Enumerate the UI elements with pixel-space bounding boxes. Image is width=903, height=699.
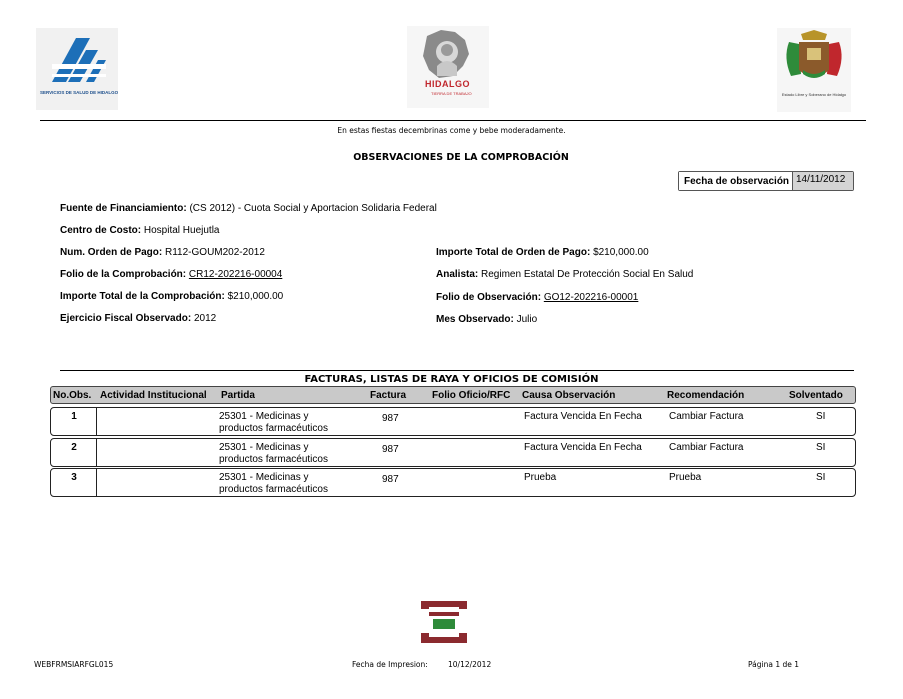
hidalgo-tierra-de-trabajo-logo	[407, 26, 489, 108]
mid-logo-caption: HIDALGO	[425, 79, 470, 89]
mes-value: Julio	[516, 314, 538, 325]
centro-value: Hospital Huejutla	[143, 225, 220, 236]
importe-orden-value: $210,000.00	[593, 247, 649, 258]
fuente-value: (CS 2012) - Cuota Social y Aportacion Solidaria Federal	[189, 203, 437, 214]
importe-orden-pago	[436, 247, 649, 258]
row-recomendacion: Cambiar Factura	[669, 442, 744, 453]
col-causa: Causa Observación	[522, 390, 616, 401]
folio-comp-link[interactable]: CR12-202216-00004	[188, 269, 283, 280]
fuente-financiamiento	[60, 203, 437, 214]
importe-orden-label: Importe Total de Orden de Pago:	[436, 247, 591, 258]
col-actividad: Actividad Institucional	[100, 390, 207, 401]
coat-of-arms-icon	[777, 28, 851, 90]
estado-hidalgo-coat-of-arms	[777, 28, 851, 112]
row-solventado: SI	[816, 411, 826, 422]
right-logo-caption: Estado Libre y Soberano de Hidalgo	[781, 92, 847, 97]
orden-label: Num. Orden de Pago:	[60, 247, 163, 258]
analista-label: Analista:	[436, 269, 479, 280]
row-partida: 25301 - Medicinas y productos farmacéuticos	[219, 472, 328, 495]
fecha-observacion-value: 14/11/2012	[792, 172, 853, 190]
footer-emblem-icon	[419, 599, 469, 645]
footer-logo	[419, 599, 469, 645]
row-solventado: SI	[816, 442, 826, 453]
centro-label: Centro de Costo:	[60, 225, 142, 236]
row-factura: 987	[382, 474, 399, 485]
table-header	[50, 386, 856, 404]
fecha-observacion-box	[678, 171, 854, 191]
fuente-label: Fuente de Financiamiento:	[60, 203, 187, 214]
row-no: 3	[71, 472, 77, 483]
row-no: 1	[71, 411, 77, 422]
page-title: OBSERVACIONES DE LA COMPROBACIÓN	[353, 152, 569, 163]
col-no-obs: No.Obs.	[53, 390, 92, 401]
hidalgo-map-portrait-icon	[407, 26, 489, 84]
row-factura: 987	[382, 413, 399, 424]
row-factura: 987	[382, 444, 399, 455]
centro-costo	[60, 225, 220, 236]
importe-comp-label: Importe Total de la Comprobación:	[60, 291, 225, 302]
row-causa: Factura Vencida En Fecha	[524, 442, 642, 453]
row-recomendacion: Prueba	[669, 472, 702, 483]
row-causa: Prueba	[524, 472, 557, 483]
motto-text: En estas fiestas decembrinas come y bebe moderadamente.	[337, 126, 566, 135]
table-row	[50, 407, 856, 436]
row-partida: 25301 - Medicinas y productos farmacéuticos	[219, 411, 328, 434]
analista	[436, 269, 693, 280]
col-partida: Partida	[221, 390, 255, 401]
ssh-logo-icon	[46, 34, 108, 90]
fecha-impresion-value: 10/12/2012	[448, 660, 492, 669]
mes-label: Mes Observado:	[436, 314, 514, 325]
folio-comp-label: Folio de la Comprobación:	[60, 269, 187, 280]
row-causa: Factura Vencida En Fecha	[524, 411, 642, 422]
orden-value: R112-GOUM202-2012	[165, 247, 265, 258]
analista-value: Regimen Estatal De Protección Social En Salud	[481, 269, 694, 280]
folio-comprobacion	[60, 269, 282, 280]
servicios-salud-hidalgo-logo	[36, 28, 118, 110]
ejercicio-fiscal	[60, 313, 216, 324]
table-divider	[60, 370, 854, 371]
report-id: WEBFRMSIARFGL015	[34, 660, 114, 669]
row-no: 2	[71, 442, 77, 453]
col-factura: Factura	[370, 390, 407, 401]
ejercicio-label: Ejercicio Fiscal Observado:	[60, 313, 192, 324]
col-recomendacion: Recomendación	[667, 390, 745, 401]
table-row	[50, 468, 856, 497]
row-recomendacion: Cambiar Factura	[669, 411, 744, 422]
col-solventado: Solventado	[789, 390, 843, 401]
importe-comprobacion	[60, 291, 283, 302]
col-folio: Folio Oficio/RFC	[432, 390, 511, 401]
table-row	[50, 438, 856, 467]
header-divider	[40, 120, 866, 121]
folio-obs-label: Folio de Observación:	[436, 292, 542, 303]
mid-logo-subcaption: TIERRA DE TRABAJO	[431, 91, 472, 96]
left-logo-caption: SERVICIOS DE SALUD DE HIDALGO	[40, 90, 119, 95]
mes-observado	[436, 314, 537, 325]
fecha-impresion-label: Fecha de Impresion:	[352, 660, 428, 669]
folio-obs-link[interactable]: GO12-202216-00001	[543, 292, 639, 303]
row-partida: 25301 - Medicinas y productos farmacéuticos	[219, 442, 328, 465]
ejercicio-value: 2012	[193, 313, 217, 324]
row-solventado: SI	[816, 472, 826, 483]
num-orden-pago	[60, 247, 265, 258]
page-number: Página 1 de 1	[748, 660, 800, 669]
folio-observacion	[436, 292, 638, 303]
importe-comp-value: $210,000.00	[227, 291, 284, 302]
table-section-title: FACTURAS, LISTAS DE RAYA Y OFICIOS DE COMISIÓN	[304, 374, 599, 385]
fecha-observacion-label: Fecha de observación	[679, 172, 792, 190]
